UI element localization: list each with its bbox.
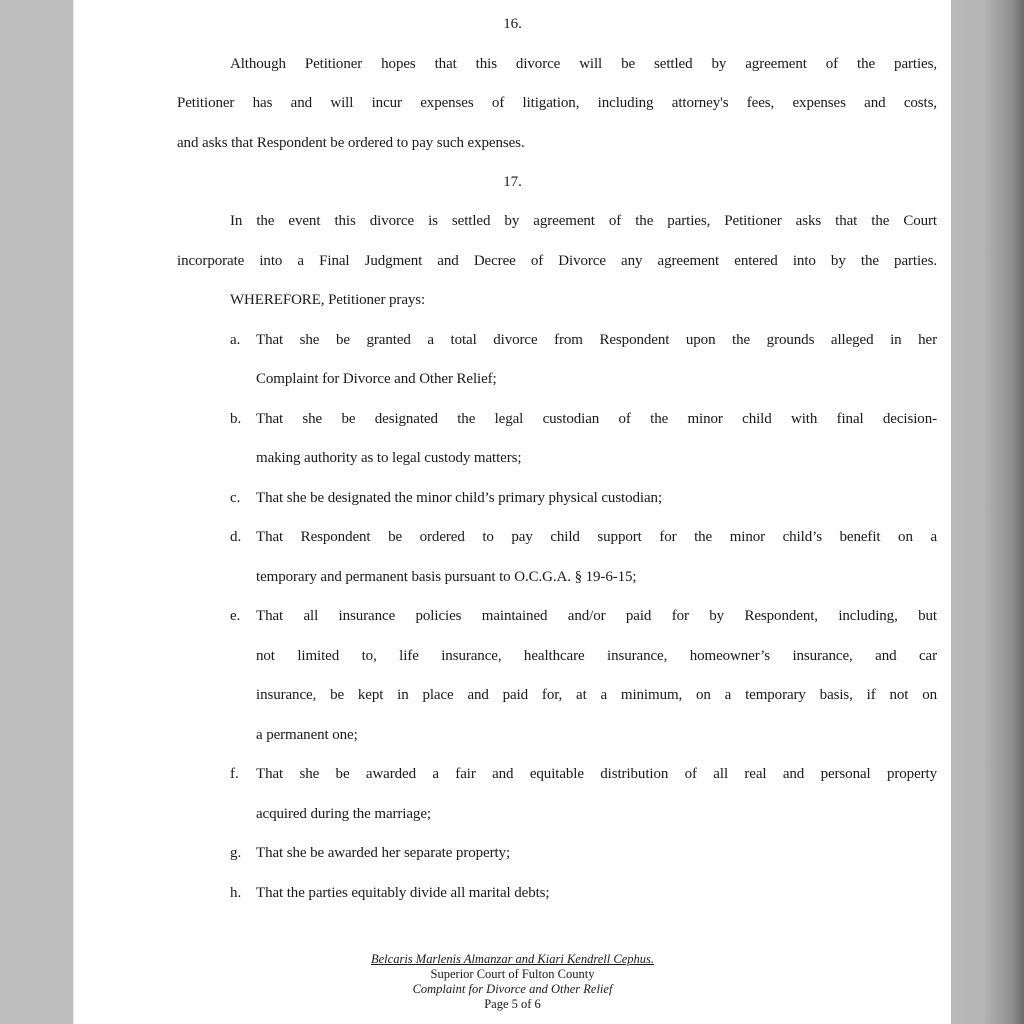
prayer-item-label: f. — [230, 766, 239, 782]
prayer-item-line: temporary and permanent basis pursuant to O.C.G.A. § 19-6-15; — [256, 569, 637, 585]
prayer-item-line: acquired during the marriage; — [256, 806, 431, 822]
prayer-item-label: c. — [230, 490, 241, 506]
paragraph-line: and asks that Respondent be ordered to pay such expenses. — [177, 135, 525, 151]
prayer-item-line: That she be designated the minor child’s primary physical custodian; — [256, 490, 663, 506]
prayer-item-line: not limited to, life insurance, healthcare insurance, homeowner’s insurance, and car — [256, 648, 937, 664]
page-footer — [74, 952, 951, 1012]
footer-court: Superior Court of Fulton County — [430, 967, 595, 981]
prayer-item-line: That Respondent be ordered to pay child support for the minor child’s benefit on a — [256, 529, 937, 545]
paragraph-number: 16. — [503, 16, 522, 32]
footer-document-title: Complaint for Divorce and Other Relief — [412, 982, 613, 996]
prayer-item-line: That the parties equitably divide all marital debts; — [256, 885, 550, 901]
page-current: 5 — [511, 997, 518, 1011]
viewer-background-left — [0, 0, 72, 1024]
prayer-item-label: g. — [230, 845, 242, 861]
page-prefix: Page — [484, 997, 512, 1011]
prayer-item-line: That she be awarded her separate property; — [256, 845, 511, 861]
prayer-item-label: h. — [230, 885, 242, 901]
prayer-item-line: making authority as to legal custody matters; — [256, 450, 522, 466]
page-total: 6 — [534, 997, 541, 1011]
prayer-item-line: insurance, be kept in place and paid for, at a minimum, on a temporary basis, if not on — [256, 687, 937, 703]
paragraph-line: In the event this divorce is settled by agreement of the parties, Petitioner asks that the Court — [230, 213, 937, 229]
paragraph-line: Petitioner has and will incur expenses of litigation, including attorney's fees, expenses and costs, — [177, 95, 937, 111]
prayer-item-line: That all insurance policies maintained and/or paid for by Respondent, including, but — [256, 608, 937, 624]
footer-page-number — [74, 997, 951, 1012]
paragraph-number: 17. — [503, 174, 522, 190]
prayer-item-label: b. — [230, 411, 242, 427]
prayer-item-line: Complaint for Divorce and Other Relief; — [256, 371, 497, 387]
prayer-intro: WHEREFORE, Petitioner prays: — [230, 292, 426, 308]
document-page — [73, 0, 951, 1024]
prayer-item-label: e. — [230, 608, 241, 624]
page-mid: of — [517, 997, 535, 1011]
viewer-background-right — [951, 0, 1024, 1024]
paragraph-line: Although Petitioner hopes that this divorce will be settled by agreement of the parties, — [230, 56, 937, 72]
prayer-item-line: That she be designated the legal custodian of the minor child with final decision- — [256, 411, 937, 427]
prayer-item-line: That she be awarded a fair and equitable distribution of all real and personal property — [256, 766, 937, 782]
footer-parties: Belcaris Marlenis Almanzar and Kiari Kendrell Cephus. — [371, 952, 654, 966]
prayer-item-label: d. — [230, 529, 242, 545]
prayer-item-line: a permanent one; — [256, 727, 358, 743]
paragraph-line: incorporate into a Final Judgment and Decree of Divorce any agreement entered into by the parties. — [177, 253, 937, 269]
prayer-item-label: a. — [230, 332, 241, 348]
prayer-item-line: That she be granted a total divorce from Respondent upon the grounds alleged in her — [256, 332, 937, 348]
